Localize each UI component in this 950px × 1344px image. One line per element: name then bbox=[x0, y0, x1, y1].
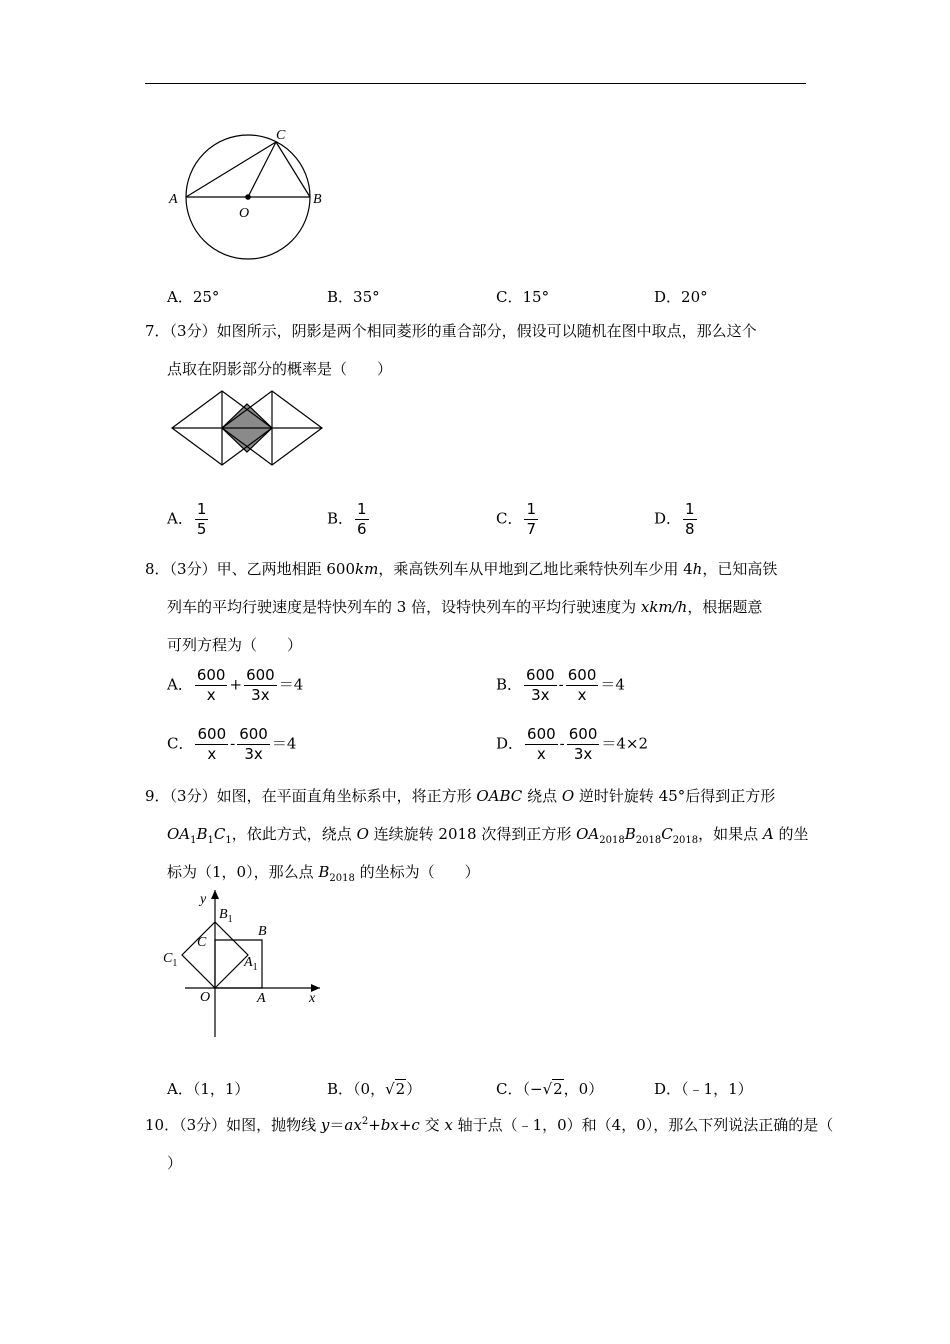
header-rule bbox=[145, 83, 806, 84]
label-b1: $B_1$ bbox=[219, 907, 233, 925]
label-y: y bbox=[200, 892, 207, 907]
q8-option-d[interactable]: D． $\frac{600}{x}$ - $\frac{600}{3x}$ ＝4×2 bbox=[496, 725, 649, 763]
q9-option-c[interactable]: C．（−√2，0） bbox=[496, 1080, 604, 1098]
label-a1: $A_1$ bbox=[244, 955, 258, 973]
q7-option-a[interactable]: A． $\frac{1}{5}$ bbox=[167, 500, 207, 538]
q9-coordinate-figure bbox=[160, 885, 330, 1045]
y-axis-arrow bbox=[211, 890, 219, 899]
label-b: B bbox=[313, 192, 322, 207]
q8-line1: 8．（3分）甲、乙两地相距 600km，乘高铁列车从甲地到乙地比乘特快列车少用 4h，已知高铁 bbox=[145, 560, 778, 578]
q9-line1: 9．（3分）如图，在平面直角坐标系中，将正方形 OABC 绕点 O 逆时针旋转 45°后得到正方形 bbox=[145, 787, 776, 805]
q6-option-a[interactable]: A．25° bbox=[167, 288, 220, 306]
q6-circle-figure bbox=[160, 120, 340, 280]
q8-line2: 列车的平均行驶速度是特快列车的 3 倍，设特快列车的平均行驶速度为 xkm/h，根据题意 bbox=[167, 598, 763, 616]
label-a: A bbox=[169, 192, 178, 207]
q7-option-d[interactable]: D． $\frac{1}{8}$ bbox=[654, 500, 695, 538]
q7-line1: 7．（3分）如图所示，阴影是两个相同菱形的重合部分，假设可以随机在图中取点，那么这个 bbox=[145, 322, 757, 340]
q6-option-d[interactable]: D．20° bbox=[654, 288, 708, 306]
q8-option-c[interactable]: C． $\frac{600}{x}$ - $\frac{600}{3x}$ ＝4 bbox=[167, 725, 297, 763]
q6-option-b[interactable]: B．35° bbox=[327, 288, 380, 306]
q9-option-a[interactable]: A．（1，1） bbox=[167, 1080, 250, 1098]
q9-option-b[interactable]: B．（0，√2） bbox=[327, 1080, 422, 1098]
q8-option-b[interactable]: B． $\frac{600}{3x}$ - $\frac{600}{x}$ ＝4 bbox=[496, 666, 625, 704]
q7-option-b[interactable]: B． $\frac{1}{6}$ bbox=[327, 500, 367, 538]
q8-option-a[interactable]: A． $\frac{600}{x}$ + $\frac{600}{3x}$ ＝4 bbox=[167, 666, 304, 704]
label-o: O bbox=[200, 990, 211, 1005]
label-o: O bbox=[239, 206, 250, 221]
q7-line2: 点取在阴影部分的概率是（ ） bbox=[167, 360, 393, 378]
label-c: C bbox=[197, 935, 207, 950]
q9-line3: 标为（1，0），那么点 $B_{2018}$ 的坐标为（ ） bbox=[167, 863, 480, 884]
label-x: x bbox=[309, 991, 316, 1006]
q7-option-c[interactable]: C． $\frac{1}{7}$ bbox=[496, 500, 537, 538]
label-c1: $C_1$ bbox=[163, 951, 178, 969]
q6-option-c[interactable]: C．15° bbox=[496, 288, 550, 306]
q7-rhombus-figure bbox=[165, 388, 330, 470]
q10-line1: 10．（3分）如图，抛物线 $y=ax^2+bx+c$ 交 x 轴于点（﹣1，0）和（4，0），那么下列说法正确的是（ bbox=[145, 1116, 834, 1134]
center-point bbox=[245, 194, 251, 200]
label-b: B bbox=[258, 924, 267, 939]
q9-option-d[interactable]: D．（﹣1，1） bbox=[654, 1080, 753, 1098]
q8-line3: 可列方程为（ ） bbox=[167, 636, 303, 654]
q9-line2: $OA_1B_1C_1$，依此方式，绕点 O 连续旋转 2018 次得到正方形 $OA_{2018}B_{2018}C_{2018}$，如果点 A 的坐 bbox=[167, 825, 809, 846]
label-a: A bbox=[257, 991, 266, 1006]
chord-cb bbox=[276, 142, 310, 197]
q10-line2: ） bbox=[167, 1154, 183, 1172]
label-c: C bbox=[276, 128, 286, 143]
